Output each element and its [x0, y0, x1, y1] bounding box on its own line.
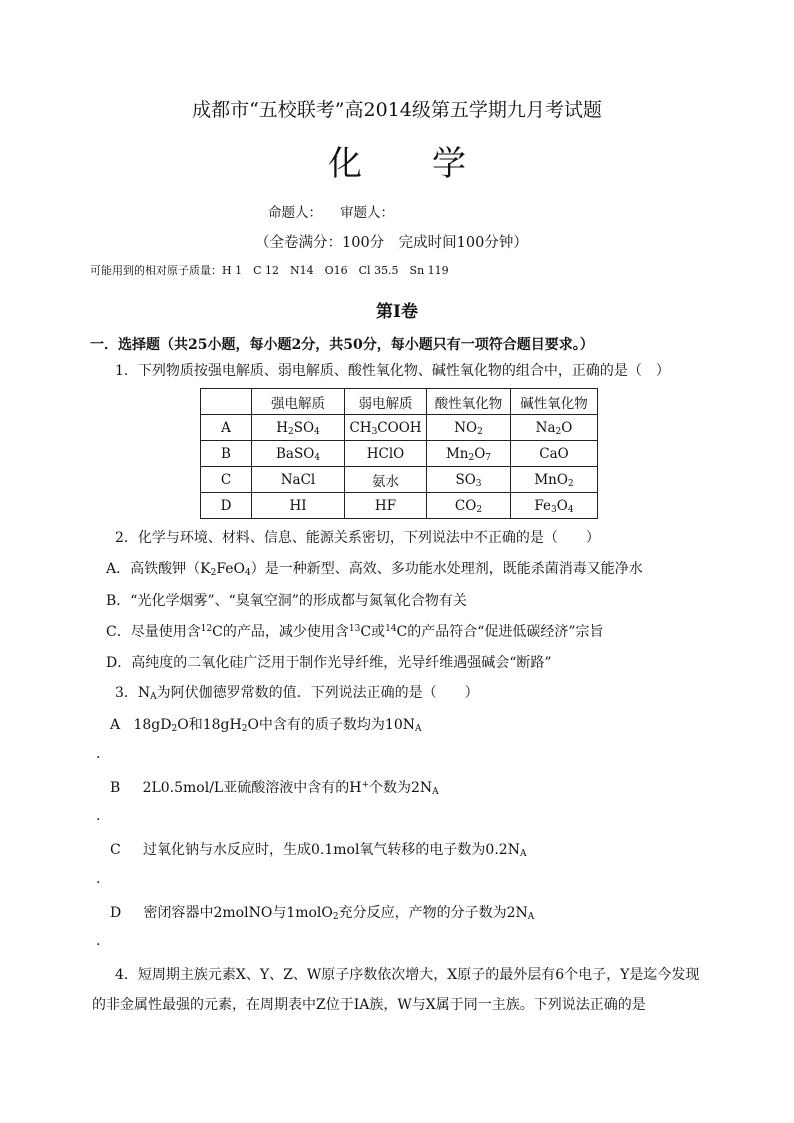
q3-dot: . [96, 808, 101, 824]
reviewer-label: 审题人： [340, 205, 394, 221]
table-header: 酸性氧化物 [427, 389, 511, 415]
table-cell: $Fe_3O_4$ [511, 493, 598, 519]
q3-option-b: B 2L0.5mol/L亚硫酸溶液中含有的H+个数为$2N_A$ [110, 780, 439, 797]
q2-option-a: A．高铁酸钾$(K_2FeO_4)$是一种新型、高效、多功能水处理剂，既能杀菌消毒又能净水 [106, 561, 643, 578]
q3-option-d: D 密闭容器中2molNO与1molO$_2$充分反应，产物的分子数为$2N_A$ [110, 905, 535, 922]
q2-stem: 2．化学与环境、材料、信息、能源关系密切，下列说法中不正确的是（ ） [115, 530, 600, 546]
q3-dot: . [96, 933, 101, 949]
table-header: 弱电解质 [345, 389, 427, 415]
row-label: C [201, 467, 252, 493]
subject-title [0, 136, 794, 185]
table-cell: NaCl [252, 467, 345, 493]
subject-char-2: 学 [432, 144, 466, 184]
row-label: D [201, 493, 252, 519]
table-cell: BaSO$_4$ [252, 441, 345, 467]
q1-stem: 1．下列物质按强电解质、弱电解质、酸性氧化物、碱性氧化物的组合中，正确的是（ ） [115, 363, 670, 379]
part-title: 第I卷 [376, 302, 418, 322]
table-cell: HI [252, 493, 345, 519]
table-cell: $CH_3COOH$ [345, 415, 427, 441]
row-label: B [201, 441, 252, 467]
q3-dot: . [96, 871, 101, 887]
table-cell: CaO [511, 441, 598, 467]
author-line [268, 201, 412, 221]
table-cell: MnO$_2$ [511, 467, 598, 493]
atomic-masses: 可能用到的相对原子质量：H 1 C 12 N14 O16 Cl 35.5 Sn 119 [90, 264, 449, 277]
table-cell [201, 389, 252, 415]
exam-title: 成都市“五校联考”高2014级第五学期九月考试题 [192, 99, 602, 121]
table-header: 强电解质 [252, 389, 345, 415]
table-row [201, 415, 598, 441]
table-cell: HF [345, 493, 427, 519]
q1-table [200, 388, 598, 519]
q4-line-2: 的非金属性最强的元素，在周期表中Z位于ⅠA族，W与X属于同一主族。下列说法正确的是 [92, 997, 646, 1013]
table-cell: HClO [345, 441, 427, 467]
table-row [201, 389, 598, 415]
table-cell: $Mn_2O_7$ [427, 441, 511, 467]
table-cell: 氨水 [345, 467, 427, 493]
q3-stem: 3．$N_A$为阿伏伽德罗常数的值．下列说法正确的是（ ） [115, 685, 479, 702]
q2-option-d: D．高纯度的二氧化硅广泛用于制作光导纤维，光导纤维遇强碱会“断路” [106, 655, 552, 671]
table-row [201, 467, 598, 493]
table-cell: $Na_2O$ [511, 415, 598, 441]
q3-option-a: A $18gD_2O$和$18gH_2O$中含有的质子数均为$10N_A$ [110, 717, 422, 734]
section-heading: 一．选择题（共25小题，每小题2分，共50分，每小题只有一项符合题目要求。） [90, 337, 594, 353]
table-cell: $H_2SO_4$ [252, 415, 345, 441]
table-cell: $CO_2$ [427, 493, 511, 519]
row-label: A [201, 415, 252, 441]
table-row [201, 493, 598, 519]
table-cell: $NO_2$ [427, 415, 511, 441]
subject-char-1: 化 [328, 144, 362, 184]
q4-line-1: 4．短周期主族元素X、Y、Z、W原子序数依次增大，X原子的最外层有6个电子，Y是迄今发现 [115, 967, 700, 983]
author-label: 命题人： [268, 205, 322, 221]
score-info: （全卷满分：100分 完成时间100分钟） [255, 235, 528, 251]
table-header: 碱性氧化物 [511, 389, 598, 415]
q3-dot: . [96, 746, 101, 762]
q3-option-c: C 过氧化钠与水反应时，生成0.1mol氧气转移的电子数为$0.2N_A$ [110, 842, 527, 859]
table-cell: $SO_3$ [427, 467, 511, 493]
table-row [201, 441, 598, 467]
q2-option-c: C．尽量使用含$^{12}$C的产品，减少使用含$^{13}$C或$^{14}$C的产品符合“促进低碳经济”宗旨 [106, 624, 604, 640]
q2-option-b: B．“光化学烟雾”、“臭氧空洞”的形成都与氮氧化合物有关 [106, 593, 467, 609]
